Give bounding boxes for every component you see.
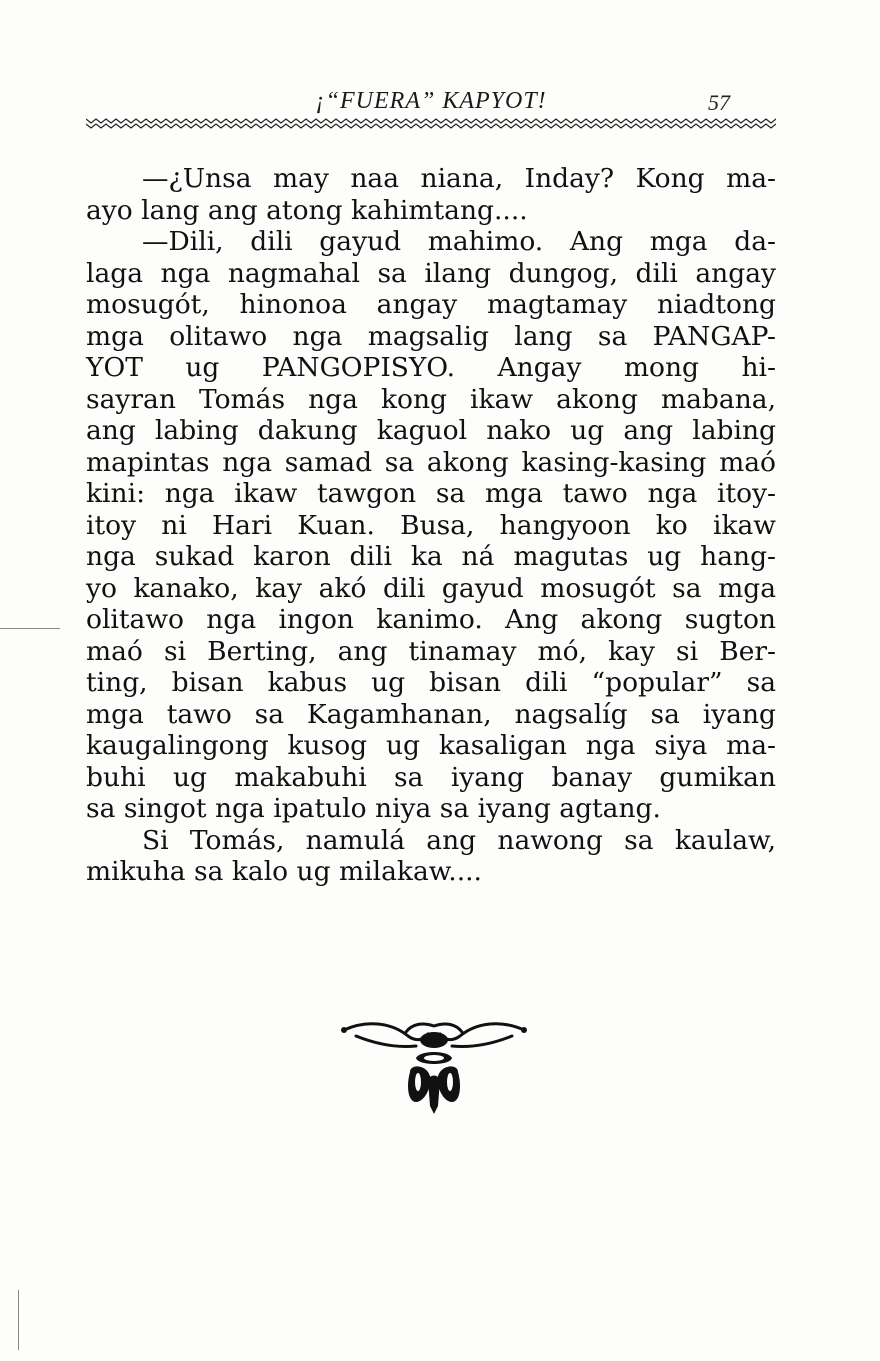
margin-stray-mark bbox=[0, 628, 60, 629]
margin-stray-mark bbox=[18, 1290, 19, 1350]
page-header bbox=[86, 88, 776, 118]
body-text bbox=[86, 163, 776, 888]
text-line: mga olitawo nga magsalig lang sa PANGAP- bbox=[86, 320, 776, 352]
running-title: ¡“FUERA” KAPYOT! bbox=[315, 88, 547, 114]
text-line: Si Tomás, namulá ang nawong sa kaulaw, bbox=[142, 824, 776, 856]
text-line: mosugót, hinonoa angay magtamay niadtong bbox=[86, 289, 776, 320]
text-line: kaugalingong kusog ug kasaligan nga siya ma- bbox=[86, 730, 776, 761]
text-line: nga sukad karon dili ka ná magutas ug hang- bbox=[86, 541, 776, 572]
text-line: ting, bisan kabus ug bisan dili “popular” sa bbox=[86, 667, 776, 698]
text-line: —¿Unsa may naa niana, Inday? Kong ma- bbox=[142, 163, 776, 194]
wavy-rule-line-2 bbox=[86, 124, 776, 128]
text-line: —Dili, dili gayud mahimo. Ang mga da- bbox=[142, 226, 776, 257]
text-line: sayran Tomás nga kong ikaw akong mabana, bbox=[86, 383, 776, 415]
text-line: YOT ug PANGOPISYO. Angay mong hi- bbox=[86, 352, 776, 383]
floral-tailpiece-icon bbox=[336, 1010, 532, 1130]
text-line: mikuha sa kalo ug milakaw.... bbox=[86, 856, 482, 887]
text-line: ang labing dakung kaguol nako ug ang labing bbox=[86, 415, 776, 446]
text-line: itoy ni Hari Kuan. Busa, hangyoon ko ikaw bbox=[86, 509, 776, 541]
text-line: maó si Berting, ang tinamay mó, kay si Ber- bbox=[86, 635, 776, 667]
text-line: olitawo nga ingon kanimo. Ang akong sugton bbox=[86, 604, 776, 635]
wavy-rule-divider bbox=[86, 116, 776, 130]
text-line: mapintas nga samad sa akong kasing-kasing maó bbox=[86, 446, 776, 478]
text-line: ayo lang ang atong kahimtang.... bbox=[86, 194, 528, 226]
text-line: kini: nga ikaw tawgon sa mga tawo nga itoy- bbox=[86, 478, 776, 509]
text-line: laga nga nagmahal sa ilang dungog, dili angay bbox=[86, 257, 776, 289]
page-number: 57 bbox=[708, 90, 730, 115]
text-line: buhi ug makabuhi sa iyang banay gumikan bbox=[86, 761, 776, 793]
text-line: yo kanako, kay akó dili gayud mosugót sa mga bbox=[86, 572, 776, 604]
text-line: mga tawo sa Kagamhanan, nagsalíg sa iyang bbox=[86, 698, 776, 730]
wavy-rule-line-1 bbox=[86, 119, 776, 123]
text-line: sa singot nga ipatulo niya sa iyang agtang. bbox=[86, 793, 661, 824]
